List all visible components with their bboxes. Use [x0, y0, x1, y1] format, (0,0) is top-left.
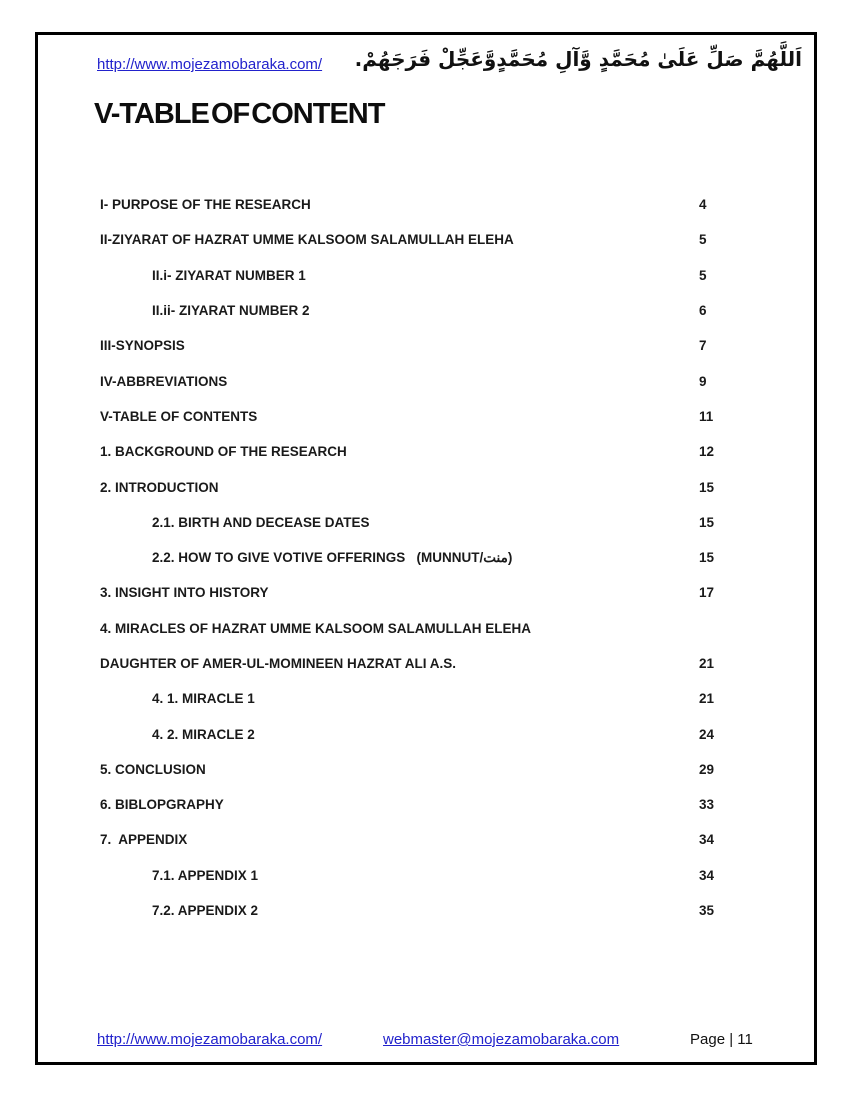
toc-entry-page-number: 17: [699, 585, 715, 601]
toc-entry-label: I- PURPOSE OF THE RESEARCH: [100, 197, 311, 213]
toc-entry-label: 4. 2. MIRACLE 2: [152, 726, 255, 742]
toc-entry-page-number: 24: [699, 726, 715, 742]
footer-email-link[interactable]: webmaster@mojezamobaraka.com: [383, 1031, 620, 1048]
toc-entry-page-number: 9: [699, 373, 707, 389]
toc-entry-page-number: 21: [699, 691, 715, 707]
toc-entry: [100, 434, 741, 469]
footer-url-link[interactable]: http://www.mojezamobaraka.com/: [97, 1031, 323, 1048]
toc-entry: [100, 187, 741, 222]
page-title: V-TABLE OF CONTENT: [94, 98, 385, 130]
toc-entry-label: III-SYNOPSIS: [100, 338, 185, 354]
toc-entry: [100, 893, 741, 928]
toc-entry-page-number: 15: [699, 479, 715, 495]
toc-entry-page-number: 35: [699, 903, 715, 919]
toc-entry: [100, 611, 741, 646]
toc-entry-page-number: 5: [699, 267, 707, 283]
toc-entry-label: 4. 1. MIRACLE 1: [152, 691, 255, 707]
toc-entry-label: 2.1. BIRTH AND DECEASE DATES: [152, 514, 370, 530]
toc-entry-page-number: 15: [699, 514, 715, 530]
page-number-label: Page | 11: [690, 1031, 753, 1048]
toc-entry: [100, 222, 741, 257]
toc-entry-label: DAUGHTER OF AMER-UL-MOMINEEN HAZRAT ALI A.S.: [100, 656, 456, 671]
toc-entry-label: II.i- ZIYARAT NUMBER 1: [152, 267, 306, 283]
toc-entry-label: 4. MIRACLES OF HAZRAT UMME KALSOOM SALAMULLAH ELEHA: [100, 620, 531, 636]
toc-entry-page-number: 4: [699, 197, 707, 213]
toc-entry-label: IV-ABBREVIATIONS: [100, 373, 228, 389]
toc-entry: [100, 469, 741, 504]
toc-entry: [100, 716, 741, 751]
toc-entry-page-number: 6: [699, 303, 707, 319]
toc-entry-label: 6. BIBLOPGRAPHY: [100, 797, 224, 813]
toc-entry-page-number: 34: [699, 832, 715, 848]
toc-entry-label: 2. INTRODUCTION: [100, 479, 219, 495]
toc-entry-page-number: 15: [699, 550, 715, 566]
toc-entry-page-number: 12: [699, 444, 715, 460]
toc-entry: [100, 575, 741, 610]
toc-entry: [100, 681, 741, 716]
toc-entry-page-number: 21: [699, 656, 715, 671]
page-border-frame: [35, 32, 817, 1065]
toc-entry-label: 5. CONCLUSION: [100, 761, 206, 777]
toc-entry-label: 7. APPENDIX: [100, 832, 188, 848]
toc-entry-label: V-TABLE OF CONTENTS: [100, 408, 258, 424]
toc-entry: [100, 293, 741, 328]
toc-entry: [100, 258, 741, 293]
toc-entry: [100, 540, 741, 575]
table-of-contents: [100, 187, 741, 928]
toc-entry-label: 1. BACKGROUND OF THE RESEARCH: [100, 444, 347, 460]
toc-entry-label: II-ZIYARAT OF HAZRAT UMME KALSOOM SALAMULLAH ELEHA: [100, 232, 514, 248]
salawat-arabic-text: اَللَّهُمَّ صَلِّ عَلَىٰ مُحَمَّدٍ وَّآلِ مُحَمَّدٍوَّعَجِّلْ فَرَجَهُمْ.: [354, 47, 802, 71]
toc-entry-label: 2.2. HOW TO GIVE VOTIVE OFFERINGS (MUNNUT/منت): [152, 549, 513, 565]
toc-entry-label: 7.2. APPENDIX 2: [152, 903, 259, 919]
toc-entry-page-number: 5: [699, 232, 707, 248]
toc-entry: [100, 858, 741, 893]
toc-entry-page-number: 7: [699, 338, 707, 354]
toc-entry: [100, 363, 741, 398]
toc-entry: [100, 505, 741, 540]
toc-entry: [100, 787, 741, 822]
toc-entry-page-number: 33: [699, 797, 715, 813]
toc-entry-label: 3. INSIGHT INTO HISTORY: [100, 585, 269, 601]
toc-entry: [100, 399, 741, 434]
toc-entry-page-number: 34: [699, 867, 715, 883]
header-url-link[interactable]: http://www.mojezamobaraka.com/: [97, 56, 323, 73]
toc-entry-page-number: 29: [699, 761, 715, 777]
toc-entry: [100, 752, 741, 787]
toc-entry: [100, 822, 741, 857]
toc-entry: [100, 328, 741, 363]
toc-entry: [100, 646, 741, 681]
toc-entry-page-number: 11: [699, 408, 714, 424]
toc-entry-label: 7.1. APPENDIX 1: [152, 867, 259, 883]
toc-entry-label: II.ii- ZIYARAT NUMBER 2: [152, 303, 310, 319]
